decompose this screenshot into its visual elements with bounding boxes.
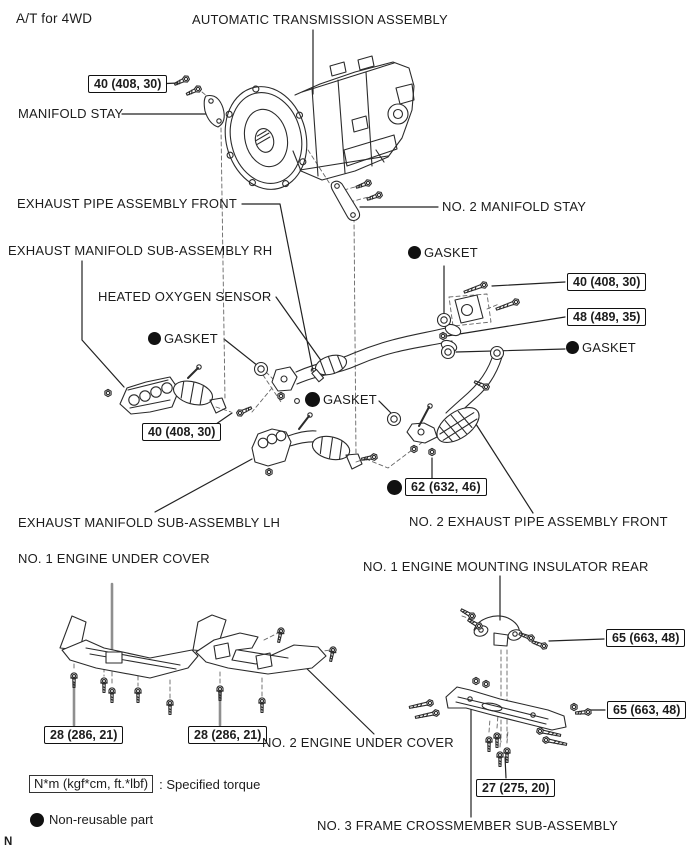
no1-under-cover-drawing [60, 616, 198, 715]
footer-n-mark: N [4, 836, 13, 848]
non-reusable-dot-icon [387, 480, 402, 495]
label-heated-oxygen-sensor: HEATED OXYGEN SENSOR [98, 289, 272, 304]
non-reusable-dot-icon [30, 813, 44, 827]
gasket-label-text: GASKET [164, 331, 218, 346]
label-no1-engine-mounting-insulator-rear: NO. 1 ENGINE MOUNTING INSULATOR REAR [363, 559, 649, 574]
label-manifold-stay: MANIFOLD STAY [18, 106, 124, 121]
torque-box-27: 27 (275, 20) [476, 779, 555, 797]
insulator-rear-drawing [459, 607, 548, 650]
no2-under-cover-drawing [193, 615, 337, 713]
torque-box-40-left: 40 (408, 30) [142, 423, 221, 441]
manifold-stay-drawing [173, 75, 224, 127]
crossmember-drawing [409, 677, 592, 766]
label-gasket-left [148, 331, 218, 346]
torque-box-28-left: 28 (286, 21) [44, 726, 123, 744]
torque-box-48: 48 (489, 35) [567, 308, 646, 326]
torque-box-28-right: 28 (286, 21) [188, 726, 267, 744]
non-reusable-dot-icon [408, 246, 421, 259]
torque-box-40-top: 40 (408, 30) [88, 75, 167, 93]
exhaust-manifold-lh-drawing [252, 413, 378, 476]
gasket-label-text: GASKET [424, 245, 478, 260]
torque-label-62 [387, 478, 487, 496]
legend-non-reusable [30, 812, 153, 827]
label-no1-engine-under-cover: NO. 1 ENGINE UNDER COVER [18, 551, 210, 566]
label-no2-manifold-stay: NO. 2 MANIFOLD STAY [442, 199, 587, 214]
torque-box-62: 62 (632, 46) [405, 478, 487, 496]
non-reusable-label-text: Non-reusable part [49, 812, 154, 827]
non-reusable-dot-icon [566, 341, 579, 354]
torque-unit-caption: : Specified torque [159, 776, 261, 792]
label-exhaust-manifold-sub-assembly-lh: EXHAUST MANIFOLD SUB-ASSEMBLY LH [18, 515, 281, 530]
label-exhaust-pipe-assembly-front: EXHAUST PIPE ASSEMBLY FRONT [17, 196, 237, 211]
label-gasket-top-right [408, 245, 478, 260]
non-reusable-dot-icon [305, 392, 320, 407]
non-reusable-dot-icon [148, 332, 161, 345]
label-gasket-middle [305, 392, 377, 407]
torque-box-65-lower: 65 (663, 48) [607, 701, 686, 719]
gasket-label-text: GASKET [582, 340, 636, 355]
exhaust-manifold-rh-drawing [105, 365, 253, 418]
label-gasket-right [566, 340, 636, 355]
gasket-label-text: GASKET [323, 392, 377, 407]
torque-unit-box: N*m (kgf*cm, ft.*lbf) [29, 775, 153, 793]
torque-box-40-right: 40 (408, 30) [567, 273, 646, 291]
label-no3-frame-crossmember-sub-assembly: NO. 3 FRAME CROSSMEMBER SUB-ASSEMBLY [317, 818, 618, 833]
label-automatic-transmission-assembly: AUTOMATIC TRANSMISSION ASSEMBLY [192, 12, 448, 27]
no2-front-pipe-drawing [407, 281, 520, 456]
variant-label: A/T for 4WD [16, 11, 93, 26]
label-exhaust-manifold-sub-assembly-rh: EXHAUST MANIFOLD SUB-ASSEMBLY RH [8, 243, 273, 258]
legend-torque-spec [29, 775, 260, 793]
label-no2-exhaust-pipe-assembly-front: NO. 2 EXHAUST PIPE ASSEMBLY FRONT [409, 514, 668, 529]
torque-box-65-upper: 65 (663, 48) [606, 629, 685, 647]
label-no2-engine-under-cover: NO. 2 ENGINE UNDER COVER [262, 735, 454, 750]
